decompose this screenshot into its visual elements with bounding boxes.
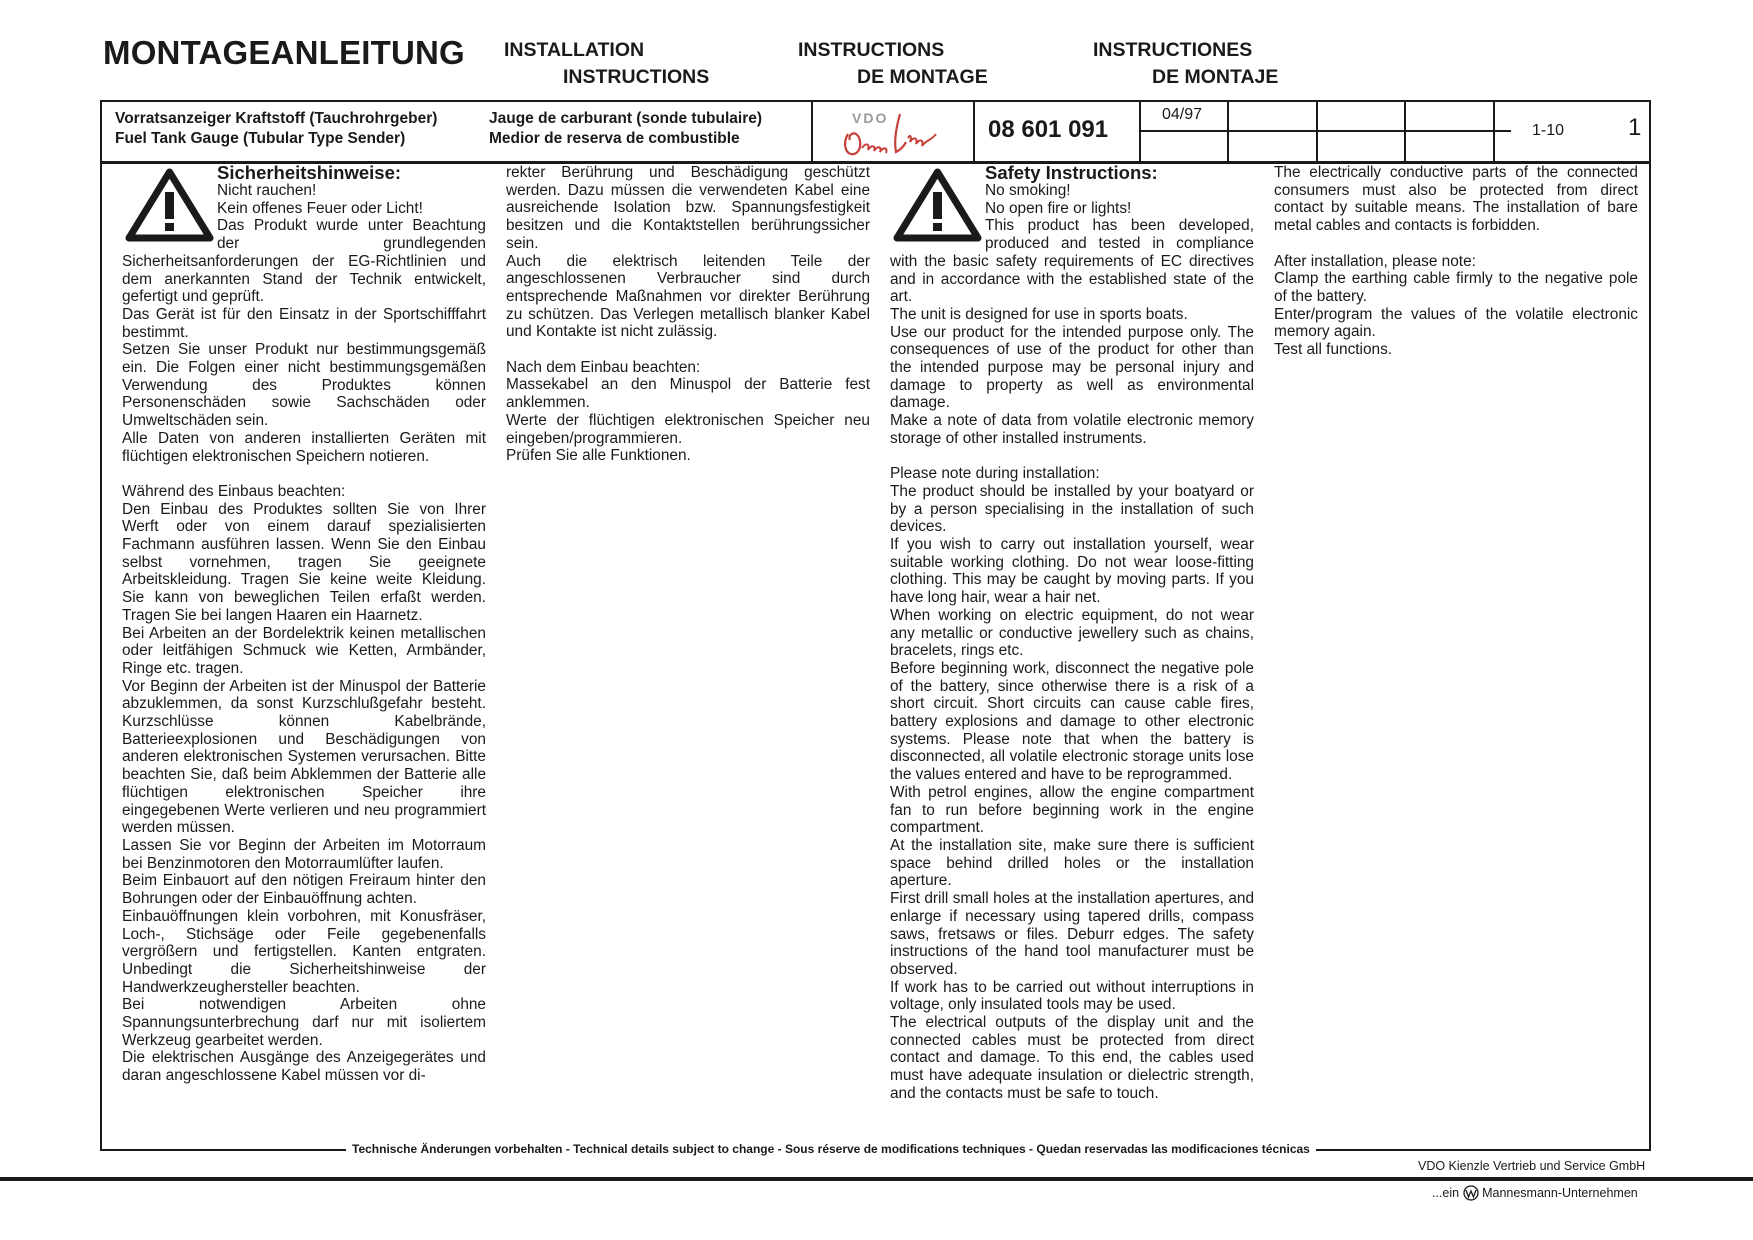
product-name-de-en xyxy=(115,109,495,168)
ocean-line-script-icon xyxy=(840,104,950,160)
product-name-fr-es xyxy=(489,109,809,168)
paragraph: First drill small holes at the installation apertures, and enlarge if necessary using tapered drills, compass saws, fretsaws or files. Deburr edges. The safety instructions of the hand tool manufacturer must be observed. xyxy=(890,890,1254,978)
product-name-en: Fuel Tank Gauge (Tubular Type Sender) xyxy=(115,130,406,147)
header-divider xyxy=(1227,102,1229,161)
paragraph: At the installation site, make sure there is sufficient space behind drilled holes or the installation aperture. xyxy=(890,837,1254,890)
paragraph: If you wish to carry out installation yourself, wear suitable working clothing. Do not wear loose-fitting clothing. This may be caught by moving parts. If you have long hair, wear a hair net. xyxy=(890,536,1254,607)
group-prefix: ...ein xyxy=(1432,1186,1460,1200)
section-heading: Safety Instructions: xyxy=(985,162,1158,183)
paragraph: No open fire or lights! xyxy=(985,199,1132,217)
paragraph: Vor Beginn der Arbeiten ist der Minuspol der Batterie abzuklemmen, da sonst Kurzschlußgefahr besteht. Kurzschlüsse können Kabelbrände, Batterieexplosionen und Beschädigungen von anderen elektronischen Systemen verursachen. Bitte beachten Sie, daß beim Abklemmen der Batterie alle flüchtigen elektronischen Speicher ihre eingegebenen Werte verlieren und neu programmiert werden müssen. xyxy=(122,677,486,837)
subheading: After installation, please note: xyxy=(1274,252,1476,270)
header-divider xyxy=(1404,102,1406,161)
paragraph: Alle Daten von anderen installierten Geräten mit flüchtigen elektronischen Speichern notieren. xyxy=(122,429,486,465)
paragraph: Auch die elektrisch leitenden Teile der angeschlossenen Verbraucher sind durch entsprechende Maßnahmen vor direkter Berührung zu schützen. Das Verlegen metallisch blanker Kabel und Kontakte ist nicht zulässig. xyxy=(506,252,870,341)
paragraph: Das Gerät ist für den Einsatz in der Sportschifffahrt bestimmt. xyxy=(122,305,486,341)
paragraph: This product has been developed, produced and tested in compliance with the basic safety requirements of EC directives and in accordance with the established state of the art. xyxy=(890,217,1254,306)
page-range: 1-10 xyxy=(1532,122,1565,139)
paragraph: Die elektrischen Ausgänge des Anzeigegerätes und daran angeschlossene Kabel müssen vor di- xyxy=(122,1049,486,1085)
group-line xyxy=(1432,1185,1638,1201)
header-divider xyxy=(1316,102,1318,161)
paragraph: Make a note of data from volatile electronic memory storage of other installed instruments. xyxy=(890,412,1254,447)
column-english-1 xyxy=(890,164,1254,1103)
product-header-row xyxy=(102,102,1649,164)
warning-triangle-icon xyxy=(122,164,217,246)
paragraph: If work has to be carried out without interruptions in voltage, only insulated tools may be used. xyxy=(890,978,1254,1014)
product-name-de: Vorratsanzeiger Kraftstoff (Tauchrohrgeber) xyxy=(115,110,438,127)
title-french-line1: INSTRUCTIONS xyxy=(798,39,945,61)
paragraph: Enter/program the values of the volatile electronic memory again. xyxy=(1274,305,1638,341)
document-title: MONTAGEANLEITUNG xyxy=(103,34,465,71)
bottom-rule xyxy=(0,1177,1753,1181)
paragraph: Den Einbau des Produktes sollten Sie von Ihrer Werft oder von einem darauf spezialisierten Fachmann ausführen lassen. Wenn Sie den Einbau selbst vornehmen, tragen Sie geeignete Arbeitskleidung. Tragen Sie keine weite Kleidung. Sie kann von beweglichen Teilen erfaßt werden. Tragen Sie bei langen Haaren ein Haarnetz. xyxy=(122,500,486,624)
paragraph: Bei notwendigen Arbeiten ohne Spannungsunterbrechung darf nur mit isoliertem Werkzeug gearbeitet werden. xyxy=(122,996,486,1049)
subheading: Während des Einbaus beachten: xyxy=(122,482,346,500)
paragraph: Massekabel an den Minuspol der Batterie fest anklemmen. xyxy=(506,376,870,412)
subheading: Nach dem Einbau beachten: xyxy=(506,358,701,376)
paragraph: Before beginning work, disconnect the negative pole of the battery, since otherwise there is a risk of a short circuit. Short circuits can cause cable fires, battery explosions and damage to other electronic systems. Please note that when the battery is disconnected, all volatile electronic storage units lose the values entered and have to be reprogrammed. xyxy=(890,659,1254,784)
paragraph: Beim Einbauort auf den nötigen Freiraum hinter den Bohrungen oder der Einbauöffnung achten. xyxy=(122,872,486,908)
subheading: Please note during installation: xyxy=(890,465,1100,483)
title-english xyxy=(504,37,709,91)
paragraph: rekter Berührung und Beschädigung geschützt werden. Dazu müssen die verwendeten Kabel eine ausreichende Isolation bzw. Spannungsfestigkeit besitzen und die Kontaktstellen berührungssicher sein. xyxy=(506,164,870,252)
paragraph: Clamp the earthing cable firmly to the negative pole of the battery. xyxy=(1274,270,1638,305)
title-french xyxy=(798,37,988,91)
company-name: VDO Kienzle Vertrieb und Service GmbH xyxy=(1418,1159,1646,1173)
paragraph: Use our product for the intended purpose only. The consequences of use of the product for other than the intended purpose may be personal injury and damage to property as well as environmental damage. xyxy=(890,323,1254,412)
title-english-line1: INSTALLATION xyxy=(504,39,645,61)
paragraph: When working on electric equipment, do not wear any metallic or conductive jewellery such as chains, bracelets, rings etc. xyxy=(890,606,1254,660)
header-divider xyxy=(1493,102,1495,161)
paragraph: The electrically conductive parts of the connected consumers must also be protected from direct contact by suitable means. The installation of bare metal cables and contacts is forbidden. xyxy=(1274,164,1638,235)
document-frame xyxy=(100,100,1651,1151)
paragraph: Das Produkt wurde unter Beachtung der grundlegenden Sicherheitsanforderungen der EG-Richtlinien und dem anerkannten Stand der Technik entwickelt, gefertigt und geprüft. xyxy=(122,217,486,306)
paragraph: With petrol engines, allow the engine compartment fan to run before beginning work in the engine compartment. xyxy=(890,783,1254,837)
column-german-1 xyxy=(122,164,486,1085)
paragraph: No smoking! xyxy=(985,182,1071,199)
paragraph: The product should be installed by your boatyard or by a person specialising in the installation of such devices. xyxy=(890,482,1254,536)
column-german-2 xyxy=(506,164,870,465)
vdo-ocean-line-logo xyxy=(812,102,974,161)
paragraph: Prüfen Sie alle Funktionen. xyxy=(506,447,691,465)
product-name-fr: Jauge de carburant (sonde tubulaire) xyxy=(489,110,763,127)
column-english-2 xyxy=(1274,164,1638,359)
page-number: 1 xyxy=(1628,114,1642,141)
paragraph: Bei Arbeiten an der Bordelektrik keinen metallischen oder leitfähigen Schmuck wie Ketten, Armbänder, Ringe etc. tragen. xyxy=(122,624,486,677)
paragraph: Nicht rauchen! xyxy=(217,182,317,199)
title-spanish xyxy=(1093,37,1278,91)
header-divider xyxy=(973,102,975,161)
paragraph: Setzen Sie unser Produkt nur bestimmungsgemäß ein. Die Folgen einer nicht bestimmungsgemäßen Verwendung des Produktes können Personenschäden sowie Sachschäden oder Umweltschäden sein. xyxy=(122,341,486,430)
paragraph: Einbauöffnungen klein vorbohren, mit Konusfräser, Loch-, Stichsäge oder Feile gegebenenfalls vergrößern und fertigstellen. Kanten entgraten. Unbedingt die Sicherheitshinweise der Handwerkzeughersteller beachten. xyxy=(122,907,486,996)
paragraph: Werte der flüchtigen elektronischen Speicher neu eingeben/programmieren. xyxy=(506,411,870,447)
paragraph: Test all functions. xyxy=(1274,341,1393,359)
section-heading: Sicherheitshinweise: xyxy=(217,162,402,183)
title-french-line2: DE MONTAGE xyxy=(857,66,988,88)
title-spanish-line2: DE MONTAJE xyxy=(1152,66,1279,88)
paragraph: Lassen Sie vor Beginn der Arbeiten im Motorraum bei Benzinmotoren den Motorraumlüfter laufen. xyxy=(122,837,486,872)
header-grid-line xyxy=(1139,130,1511,132)
paragraph: Kein offenes Feuer oder Licht! xyxy=(217,199,423,217)
logo-brand: VDO xyxy=(852,110,889,126)
part-number: 08 601 091 xyxy=(988,116,1109,143)
product-name-es: Medior de reserva de combustible xyxy=(489,130,740,147)
footer-notice: Technische Änderungen vorbehalten - Technical details subject to change - Sous réserve de modifications techniques - Quedan reservadas las modificaciones técnicas xyxy=(346,1142,1316,1156)
mannesmann-logo-icon xyxy=(1463,1185,1479,1201)
revision-date: 04/97 xyxy=(1162,106,1203,123)
title-spanish-line1: INSTRUCTIONES xyxy=(1093,39,1253,61)
paragraph: The electrical outputs of the display unit and the connected cables must be protected from direct contact and damage. To this end, the cables used must have adequate insulation or dielectric strength, and the contacts must be safe to touch. xyxy=(890,1014,1254,1102)
paragraph: The unit is designed for use in sports boats. xyxy=(890,305,1188,323)
title-english-line2: INSTRUCTIONS xyxy=(563,66,710,88)
group-name: Mannesmann-Unternehmen xyxy=(1482,1186,1638,1200)
warning-triangle-icon xyxy=(890,164,985,246)
